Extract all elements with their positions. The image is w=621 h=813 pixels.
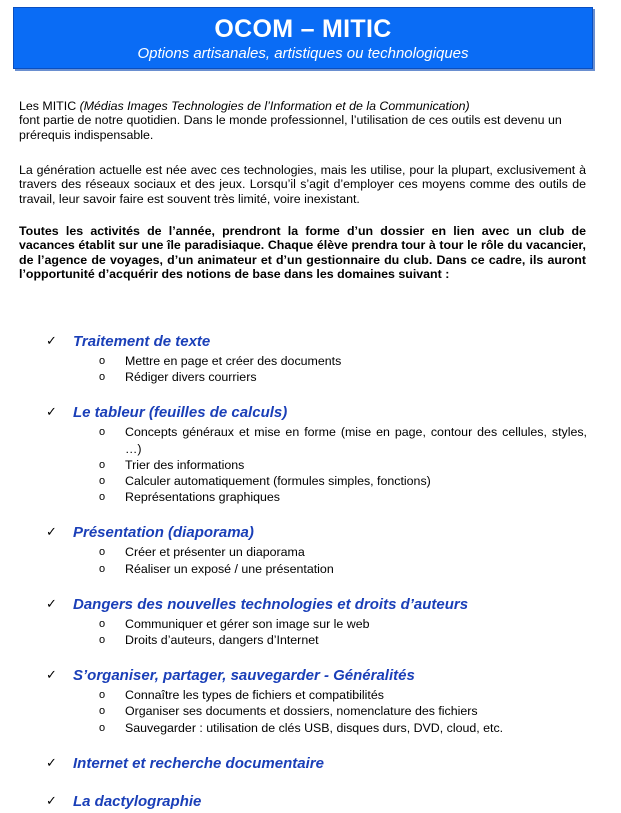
checkmark-icon: ✓ xyxy=(46,334,57,349)
circle-bullet-icon: o xyxy=(99,546,106,559)
topic-header xyxy=(0,667,621,687)
topic-header xyxy=(0,793,621,813)
list-item xyxy=(0,561,587,577)
list-item xyxy=(0,632,587,648)
topic-header xyxy=(0,524,621,544)
topic-items xyxy=(0,544,621,576)
list-item-text: Connaître les types de fichiers et compatibilités xyxy=(125,688,384,703)
list-item-text: Droits d’auteurs, dangers d’Internet xyxy=(125,633,319,648)
topic-section xyxy=(0,524,621,576)
list-item-text: Représentations graphiques xyxy=(125,490,280,505)
list-item-text: Calculer automatiquement (formules simples, fonctions) xyxy=(125,474,431,489)
intro-paragraph-3: Toutes les activités de l’année, prendront la forme d’un dossier en lien avec un club de vacances établit sur une île paradisiaque. Chaque élève prendra tour à tour le rôle du vacancier, de l’agence de voyages, d’un animateur et d’un gestionnaire du club. Dans ce cadre, ils auront l’opportunité d’acquérir des notions de base dans les domaines suivant : xyxy=(19,224,586,282)
list-item-text: Communiquer et gérer son image sur le web xyxy=(125,616,370,631)
page-header xyxy=(13,7,593,69)
topics-list xyxy=(0,314,621,813)
intro-mitic-definition: (Médias Images Technologies de l’Information et de la Communication) xyxy=(79,99,470,113)
checkmark-icon: ✓ xyxy=(46,596,57,612)
topic-header xyxy=(0,755,621,775)
list-item-text: Mettre en page et créer des documents xyxy=(125,354,342,368)
list-item-text: Créer et présenter un diaporama xyxy=(125,545,305,560)
list-item xyxy=(0,703,587,719)
topic-section xyxy=(0,793,621,813)
circle-bullet-icon: o xyxy=(99,371,106,384)
list-item-text: Rédiger divers courriers xyxy=(125,370,257,385)
circle-bullet-icon: o xyxy=(99,617,106,630)
topic-title: La dactylographie xyxy=(73,792,202,810)
topic-title: Traitement de texte xyxy=(73,333,211,350)
checkmark-icon: ✓ xyxy=(46,525,57,541)
topic-title: Le tableur (feuilles de calculs) xyxy=(73,404,288,422)
topic-header xyxy=(0,404,621,424)
circle-bullet-icon: o xyxy=(99,491,106,504)
intro-paragraph-1 xyxy=(19,99,586,142)
checkmark-icon: ✓ xyxy=(46,668,57,684)
list-item-text: Sauvegarder : utilisation de clés USB, disques durs, DVD, cloud, etc. xyxy=(125,720,504,735)
topic-title: Présentation (diaporama) xyxy=(73,524,254,542)
checkmark-icon: ✓ xyxy=(46,755,57,771)
list-item xyxy=(0,616,587,632)
topic-header xyxy=(0,596,621,616)
list-item xyxy=(0,720,587,736)
circle-bullet-icon: o xyxy=(99,562,106,575)
page-title: OCOM – MITIC xyxy=(214,15,392,43)
intro-paragraph-2: La génération actuelle est née avec ces technologies, mais les utilise, pour la plupart, exclusivement à travers des réseaux sociaux et des jeux. Lorsqu’il s’agit d’employer ces moyens comme des outils de travail, leur savoir faire est souvent très limité, voire inexistant. xyxy=(19,163,586,206)
list-item-text: Organiser ses documents et dossiers, nomenclature des fichiers xyxy=(125,704,478,719)
list-item xyxy=(0,687,587,703)
circle-bullet-icon: o xyxy=(99,705,106,718)
list-item-text: Réaliser un exposé / une présentation xyxy=(125,561,334,576)
intro-rest: font partie de notre quotidien. Dans le monde professionnel, l’utilisation de ces outils est devenu un prérequis indispensable. xyxy=(19,113,562,142)
list-item xyxy=(0,353,587,369)
checkmark-icon: ✓ xyxy=(46,793,57,809)
topic-header xyxy=(0,333,621,353)
circle-bullet-icon: o xyxy=(99,475,106,488)
list-item-text: Concepts généraux et mise en forme (mise en page, contour des cellules, styles, …) xyxy=(125,425,587,456)
topic-items xyxy=(0,687,621,736)
list-item xyxy=(0,457,587,473)
topic-title: S’organiser, partager, sauvegarder - Généralités xyxy=(73,667,415,685)
list-item xyxy=(0,473,587,489)
circle-bullet-icon: o xyxy=(99,426,106,439)
circle-bullet-icon: o xyxy=(99,458,106,471)
list-item xyxy=(0,369,587,385)
checkmark-icon: ✓ xyxy=(46,405,57,421)
topic-section xyxy=(0,596,621,648)
page-subtitle: Options artisanales, artistiques ou technologiques xyxy=(137,45,469,62)
topic-title: Dangers des nouvelles technologies et droits d’auteurs xyxy=(73,595,469,613)
topic-items xyxy=(0,424,621,505)
list-item xyxy=(0,489,587,505)
circle-bullet-icon: o xyxy=(99,634,106,647)
intro-lead: Les MITIC xyxy=(19,99,80,113)
circle-bullet-icon: o xyxy=(99,689,106,702)
list-item-text: Trier des informations xyxy=(125,457,245,472)
list-item xyxy=(0,424,587,456)
circle-bullet-icon: o xyxy=(99,721,106,734)
topic-section xyxy=(0,333,621,385)
topic-items xyxy=(0,616,621,648)
topic-items xyxy=(0,353,621,385)
topic-section xyxy=(0,667,621,736)
topic-title: Internet et recherche documentaire xyxy=(73,754,324,772)
list-item xyxy=(0,544,587,560)
circle-bullet-icon: o xyxy=(99,355,106,367)
topic-section xyxy=(0,755,621,775)
topic-section xyxy=(0,404,621,505)
